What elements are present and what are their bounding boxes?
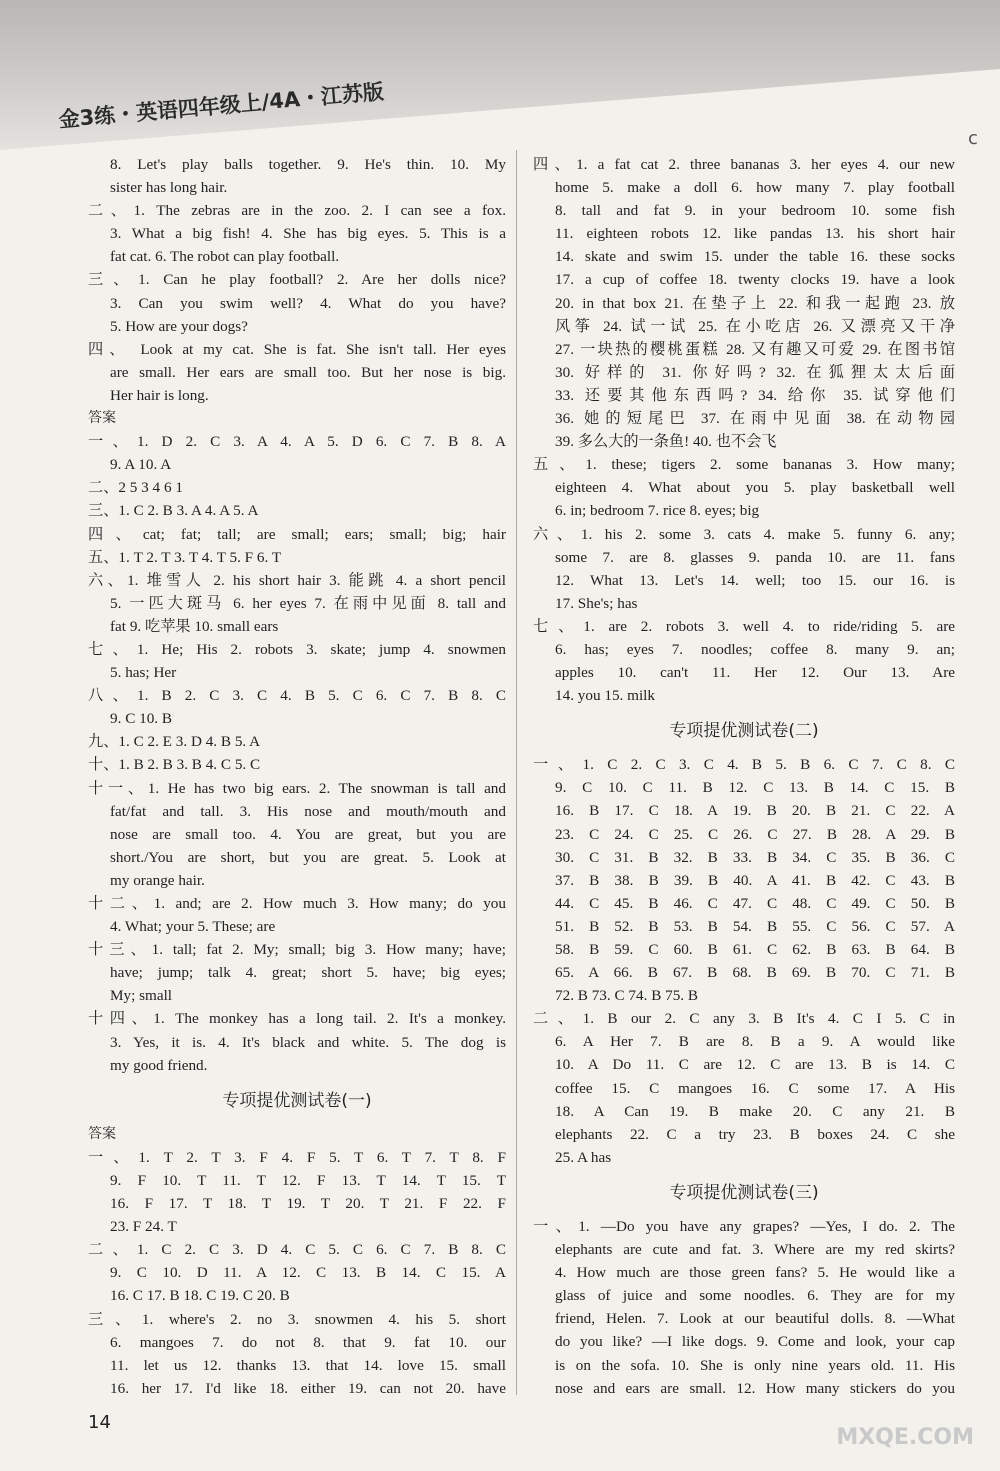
answer-line: friend, Helen. 7. Look at our beautiful dolls. 8. —What: [555, 1310, 955, 1328]
edge-mark: c: [968, 128, 978, 149]
answer-line: do you like? —I like dogs. 9. Come and look, your cap: [555, 1333, 955, 1351]
answer-line: 十、1. B 2. B 3. B 4. C 5. C: [88, 756, 261, 774]
answer-line: 二、1. C 2. C 3. D 4. C 5. C 6. C 7. B 8. C: [88, 1241, 506, 1259]
answer-line: 七、1. He; His 2. robots 3. skate; jump 4. snowmen: [88, 640, 506, 658]
answer-line: sister has long hair.: [110, 179, 228, 197]
answer-line: my orange hair.: [110, 871, 205, 889]
answer-line: 9. C 10. C 11. B 12. C 13. B 14. C 15. B: [555, 779, 955, 797]
answer-line: 8. tall and fat 9. in your bedroom 10. some fish: [555, 202, 955, 220]
answer-line: 33. 还要其他东西吗? 34. 给你 35. 试穿他们: [555, 386, 955, 404]
answer-line: 二、2 5 3 4 6 1: [88, 479, 183, 497]
answer-line: 6. in; bedroom 7. rice 8. eyes; big: [555, 502, 760, 520]
answer-line: 37. B 38. B 39. B 40. A 41. B 42. C 43. B: [555, 871, 955, 889]
answer-line: 四、 Look at my cat. She is fat. She isn't tall. Her eyes: [88, 340, 506, 358]
answer-line: 6. mangoes 7. do not 8. that 9. fat 10. our: [110, 1333, 506, 1351]
answer-line: 3. Can you swim well? 4. What do you have?: [110, 294, 506, 312]
answer-line: 11. eighteen robots 12. like pandas 13. his short hair: [555, 225, 955, 243]
watermark: MXQE.COM: [836, 1425, 974, 1450]
answer-line: 27. 一块热的樱桃蛋糕 28. 又有趣又可爱 29. 在图书馆: [555, 340, 955, 358]
answer-line: 20. in that box 21. 在垫子上 22. 和我一起跑 23. 放: [555, 294, 955, 312]
answer-line: 3. Yes, it is. 4. It's black and white. 5. The dog is: [110, 1033, 506, 1051]
answer-line: 五、1. these; tigers 2. some bananas 3. How many;: [533, 456, 955, 474]
answer-line: 3. What a big fish! 4. She has big eyes. 5. This is a: [110, 225, 506, 243]
answer-line: 14. skate and swim 15. under the table 16. these socks: [555, 248, 955, 266]
answer-line: 一、1. —Do you have any grapes? —Yes, I do. 2. The: [533, 1217, 955, 1235]
answer-line: 二、1. The zebras are in the zoo. 2. I can see a fox.: [88, 202, 506, 220]
answer-line: apples 10. can't 11. Her 12. Our 13. Are: [555, 664, 955, 682]
answer-line: 5. has; Her: [110, 664, 177, 682]
answer-line: fat cat. 6. The robot can play football.: [110, 248, 340, 266]
answer-line: 5. 一匹大斑马 6. her eyes 7. 在雨中见面 8. tall and: [110, 594, 506, 612]
answer-line: 72. B 73. C 74. B 75. B: [555, 987, 699, 1005]
answer-line: 14. you 15. milk: [555, 687, 655, 705]
answer-line: 三、1. C 2. B 3. A 4. A 5. A: [88, 502, 259, 520]
answer-line: 一、1. D 2. C 3. A 4. A 5. D 6. C 7. B 8. A: [88, 433, 506, 451]
answer-line: 18. A Can 19. B make 20. C any 21. B: [555, 1102, 955, 1120]
answer-line: 6. has; eyes 7. noodles; coffee 8. many 9. an;: [555, 640, 955, 658]
answer-line: 9. C 10. D 11. A 12. C 13. B 14. C 15. A: [110, 1264, 506, 1282]
answer-line: Her hair is long.: [110, 386, 209, 404]
answer-line: 十二、1. and; are 2. How much 3. How many; do you: [88, 895, 506, 912]
answer-line: my good friend.: [110, 1056, 208, 1074]
answer-line: 16. B 17. C 18. A 19. B 20. B 21. C 22. A: [555, 802, 955, 820]
answer-line: 30. C 31. B 32. B 33. B 34. C 35. B 36. C: [555, 848, 955, 866]
section-title: 专项提优测试卷(三): [669, 1182, 819, 1203]
answer-line: 6. A Her 7. B are 8. B a 9. A would like: [555, 1033, 955, 1051]
answer-line: 5. How are your dogs?: [110, 317, 248, 335]
answer-line: 9. C 10. B: [110, 710, 173, 728]
answer-line: home 5. make a doll 6. how many 7. play football: [555, 179, 955, 197]
answer-line: 11. let us 12. thanks 13. that 14. love 15. small: [110, 1356, 506, 1374]
answer-line: nose and ears are small. 12. How many stickers do you: [555, 1379, 955, 1397]
answer-line: 六、1. 堆雪人 2. his short hair 3. 能跳 4. a short pencil: [88, 571, 506, 589]
answer-line: 58. B 59. C 60. B 61. C 62. B 63. B 64. B: [555, 941, 955, 958]
answer-line: 51. B 52. B 53. B 54. B 55. C 56. C 57. A: [555, 917, 955, 935]
answer-line: elephants are cute and fat. 3. Where are my red skirts?: [555, 1241, 955, 1259]
answer-line: are small. Her ears are small too. But her nose is big.: [110, 363, 506, 381]
answer-line: 30. 好样的 31. 你好吗? 32. 在狐狸太太后面: [555, 363, 955, 381]
book-title: 金3练・英语四年级上/4A・江苏版: [57, 79, 385, 133]
answer-line: 39. 多么大的一条鱼! 40. 也不会飞: [555, 433, 777, 451]
column-divider: [516, 150, 517, 1395]
answer-line: 五、1. T 2. T 3. T 4. T 5. F 6. T: [88, 548, 282, 566]
answer-line: fat/fat and tall. 3. His nose and mouth/mouth and: [110, 802, 506, 820]
answer-line: 一、1. T 2. T 3. F 4. F 5. T 6. T 7. T 8. F: [88, 1148, 506, 1166]
answer-line: some 7. are 8. glasses 9. panda 10. are 11. fans: [555, 548, 955, 566]
answer-line: nose are small too. 4. You are great, but you are: [110, 825, 506, 843]
answer-line: 4. How much are those green fans? 5. He would like a: [555, 1264, 955, 1282]
answer-line: 9. F 10. T 11. T 12. F 13. T 14. T 15. T: [110, 1171, 506, 1189]
answer-line: 12. What 13. Let's 14. well; too 15. our 16. is: [555, 571, 955, 589]
answer-line: My; small: [110, 987, 173, 1005]
header-band: [0, 0, 1000, 150]
answer-line: 十四、1. The monkey has a long tail. 2. It's a monkey.: [88, 1010, 506, 1028]
answer-heading: 答案: [88, 1125, 116, 1142]
answer-line: 44. C 45. B 46. C 47. C 48. C 49. C 50. B: [555, 894, 955, 912]
answer-line: glass of juice and some noodles. 6. They are for my: [555, 1287, 955, 1305]
page-number: 14: [88, 1412, 111, 1433]
answer-line: 八、1. B 2. C 3. C 4. B 5. C 6. C 7. B 8. C: [88, 687, 506, 705]
answer-line: 四、cat; fat; tall; are small; ears; small; big; hair: [88, 525, 506, 543]
answer-line: 16. F 17. T 18. T 19. T 20. T 21. F 22. F: [110, 1195, 506, 1213]
answer-line: 六、1. his 2. some 3. cats 4. make 5. funny 6. any;: [533, 525, 955, 543]
answer-line: 36. 她的短尾巴 37. 在雨中见面 38. 在动物园: [555, 410, 955, 428]
answer-line: 十三、1. tall; fat 2. My; small; big 3. How many; have;: [88, 941, 506, 959]
answer-line: 65. A 66. B 67. B 68. B 69. B 70. C 71. B: [555, 964, 955, 982]
answer-line: 17. a cup of coffee 18. twenty clocks 19. have a look: [555, 271, 955, 289]
answer-line: 16. C 17. B 18. C 19. C 20. B: [110, 1287, 290, 1305]
answer-line: short./You are short, but you are great. 5. Look at: [110, 848, 506, 866]
answer-line: 10. A Do 11. C are 12. C are 13. B is 14. C: [555, 1056, 955, 1074]
answer-line: 4. What; your 5. These; are: [110, 918, 276, 936]
left-column: [88, 153, 506, 1400]
answer-line: 23. C 24. C 25. C 26. C 27. B 28. A 29. B: [555, 825, 955, 843]
answer-line: 17. She's; has: [555, 594, 638, 612]
answer-line: 8. Let's play balls together. 9. He's thin. 10. My: [110, 156, 506, 173]
answer-line: 16. her 17. I'd like 18. either 19. can not 20. have: [110, 1379, 506, 1397]
answer-line: 一、1. C 2. C 3. C 4. B 5. B 6. C 7. C 8. C: [533, 756, 955, 774]
answer-heading: 答案: [88, 410, 116, 427]
answer-line: 三、1. Can he play football? 2. Are her dolls nice?: [88, 271, 506, 289]
section-title: 专项提优测试卷(一): [222, 1090, 372, 1111]
answer-line: 三、1. where's 2. no 3. snowmen 4. his 5. short: [88, 1310, 506, 1328]
answer-line: 25. A has: [555, 1148, 612, 1166]
answer-line: 七、1. are 2. robots 3. well 4. to ride/riding 5. are: [533, 617, 955, 635]
answer-line: 四、1. a fat cat 2. three bananas 3. her eyes 4. our new: [533, 156, 955, 173]
right-column: [533, 153, 955, 1400]
answer-line: 二、1. B our 2. C any 3. B It's 4. C I 5. C in: [533, 1010, 955, 1028]
section-title: 专项提优测试卷(二): [669, 721, 819, 742]
answer-line: 九、1. C 2. E 3. D 4. B 5. A: [88, 733, 261, 751]
answer-line: eighteen 4. What about you 5. play basketball well: [555, 479, 955, 497]
answer-line: 9. A 10. A: [110, 456, 172, 474]
answer-line: elephants 22. C a try 23. B boxes 24. C she: [555, 1125, 955, 1143]
answer-line: 23. F 24. T: [110, 1218, 177, 1236]
answer-line: 风筝 24. 试一试 25. 在小吃店 26. 又漂亮又干净: [555, 317, 955, 335]
answer-line: is on the sofa. 10. She is only nine years old. 11. His: [555, 1356, 955, 1374]
answer-line: 十一、1. He has two big ears. 2. The snowman is tall and: [88, 779, 506, 797]
answer-line: have; jump; talk 4. great; short 5. have; big eyes;: [110, 964, 506, 982]
answer-line: coffee 15. C mangoes 16. C some 17. A His: [555, 1079, 955, 1097]
answer-line: fat 9. 吃苹果 10. small ears: [110, 617, 279, 635]
